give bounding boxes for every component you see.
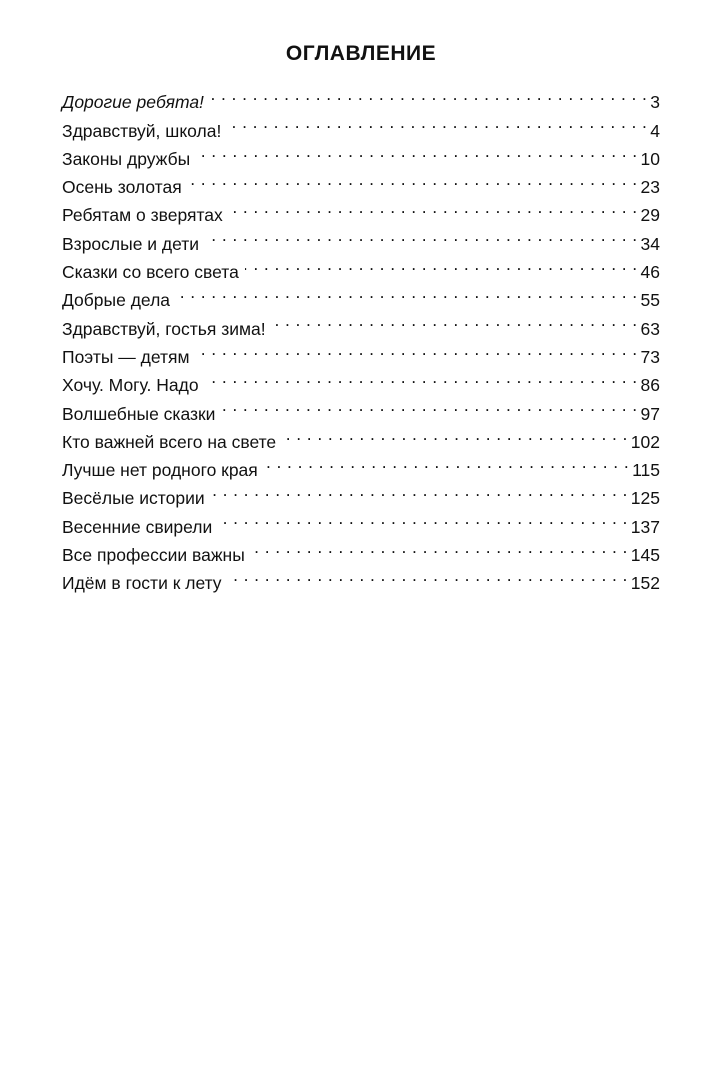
toc-entry-page-number: 29 xyxy=(640,205,660,226)
toc-entry-page-number: 145 xyxy=(630,545,660,566)
toc-entry-label: Поэты — детям xyxy=(62,346,190,367)
toc-entry-page-number: 46 xyxy=(640,262,660,283)
dot-leader xyxy=(227,108,647,136)
dot-leader xyxy=(210,80,647,108)
toc-entry-page-number: 63 xyxy=(640,318,660,339)
toc-entry-label: Сказки со всего света xyxy=(62,262,239,283)
toc-entry-page-number: 137 xyxy=(630,516,660,537)
toc-entry-label: Ребятам о зверятах xyxy=(62,205,223,226)
dot-leader xyxy=(211,476,628,504)
table-of-contents xyxy=(62,80,660,594)
dot-leader xyxy=(218,504,628,532)
dot-leader xyxy=(176,278,638,306)
dot-leader xyxy=(205,221,637,249)
toc-entry-page-number: 97 xyxy=(640,403,660,424)
toc-entry-label: Добрые дела xyxy=(62,290,171,311)
toc-entry-label: Кто важней всего на свете xyxy=(62,431,277,452)
toc-entry-page-number: 102 xyxy=(630,431,660,452)
toc-entry-label: Дорогие ребята! xyxy=(62,92,204,113)
toc-entry-label: Осень золотая xyxy=(62,177,182,198)
dot-leader xyxy=(196,335,638,363)
toc-entry-label: Все профессии важны xyxy=(62,545,245,566)
toc-entry-label: Волшебные сказки xyxy=(62,403,216,424)
toc-entry-page-number: 3 xyxy=(650,92,660,113)
toc-entry-label: Идём в гости к лету xyxy=(62,573,222,594)
toc-entry[interactable] xyxy=(62,80,660,113)
toc-entry-page-number: 55 xyxy=(640,290,660,311)
toc-entry-page-number: 115 xyxy=(632,460,660,481)
toc-entry-label: Здравствуй, гостья зима! xyxy=(62,318,266,339)
toc-entry-page-number: 34 xyxy=(640,233,660,254)
dot-leader xyxy=(272,306,638,334)
dot-leader xyxy=(264,448,629,476)
dot-leader xyxy=(245,250,638,278)
dot-leader xyxy=(196,137,637,165)
dot-leader xyxy=(228,561,628,589)
toc-entry-page-number: 10 xyxy=(640,148,660,169)
toc-entry-page-number: 86 xyxy=(640,375,660,396)
dot-leader xyxy=(251,533,628,561)
toc-entry-page-number: 4 xyxy=(650,120,660,141)
dot-leader xyxy=(188,165,638,193)
dot-leader xyxy=(221,391,637,419)
toc-entry-label: Хочу. Могу. Надо xyxy=(62,375,199,396)
toc-entry-label: Законы дружбы xyxy=(62,148,191,169)
toc-entry-page-number: 73 xyxy=(640,346,660,367)
toc-entry-label: Взрослые и дети xyxy=(62,233,200,254)
page-title: ОГЛАВЛЕНИЕ xyxy=(285,42,437,65)
dot-leader xyxy=(229,193,638,221)
toc-entry-page-number: 23 xyxy=(640,177,660,198)
toc-entry-label: Лучше нет родного края xyxy=(62,460,258,481)
toc-entry-label: Весенние свирели xyxy=(62,516,213,537)
dot-leader xyxy=(205,363,638,391)
toc-entry-page-number: 125 xyxy=(630,488,660,509)
toc-entry-label: Весёлые истории xyxy=(62,488,205,509)
toc-entry-page-number: 152 xyxy=(630,573,660,594)
toc-entry-label: Здравствуй, школа! xyxy=(62,120,222,141)
dot-leader xyxy=(282,420,628,448)
